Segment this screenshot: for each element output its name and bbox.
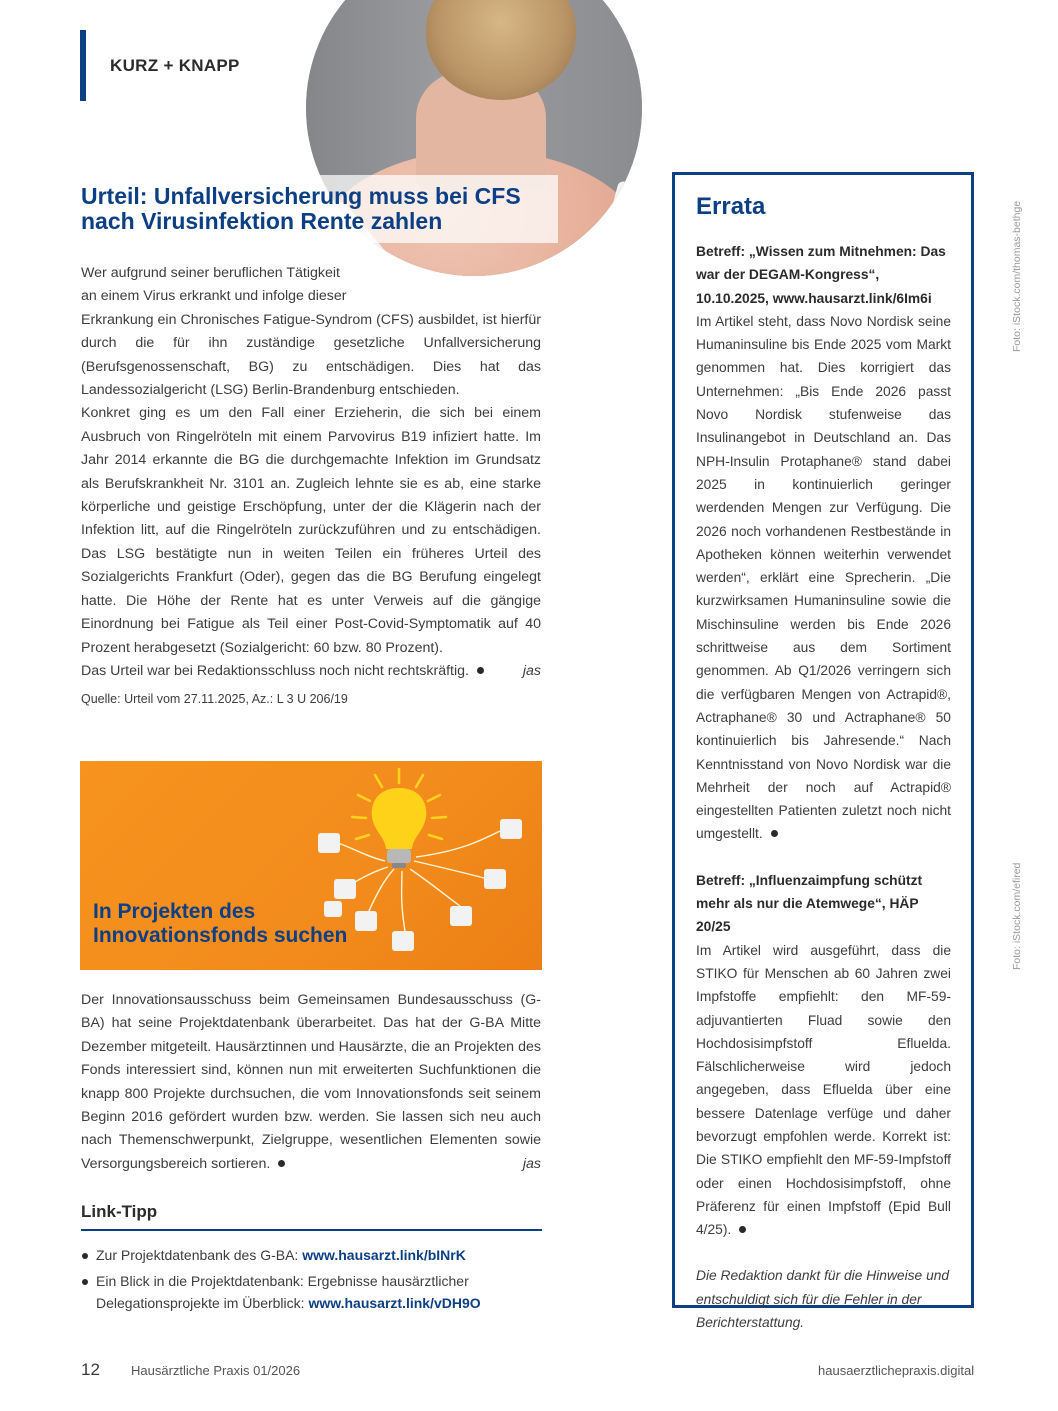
article-paragraph-final: [81, 660, 541, 683]
author-initials: jas: [522, 662, 541, 679]
link-description: Zur Projektdatenbank des G-BA:: [96, 1247, 303, 1263]
end-bullet-icon: [739, 1226, 746, 1233]
headline-line-1: Urteil: Unfallversicherung muss bei CFS: [81, 183, 521, 209]
errata-heading: Errata: [696, 193, 766, 220]
errata-thanks: Die Redaktion dankt für die Hinweise und entschuldigt sich für die Fehler in der Berichterstattung.: [696, 1268, 950, 1331]
photo-credit: Foto: iStock.com/thomas-bethge: [1011, 200, 1023, 352]
article2-body: [81, 989, 541, 1176]
author-initials: jas: [522, 1155, 541, 1172]
errata-correction: Im Artikel wird ausgeführt, dass die STIKO für Menschen ab 60 Jahren zwei Impfstoffe empfiehlt: den MF-59-adjuvantierten Fluad sowie den Hochdosisimpfstoff Efluelda. Fälschlicherweise wird jedoch angegeben, dass Efluelda über eine bessere Datenlage verfüge und daher bevorzugt empfohlen werde. Korrekt ist: Die STIKO empfiehlt den MF-59-Impfstoff oder einen Hochdosisimpfstoff, ohne Präferenz für einen Impfstoff (Epid Bull 4/25).: [696, 942, 951, 1238]
banner-title: [93, 900, 347, 948]
article2-paragraph: Der Innovationsausschuss beim Gemeinsamen Bundesausschuss (G-BA) hat seine Projektdatenbank überarbeitet. Das hat der G-BA Mitte Dezember mitgeteilt. Hausärztinnen und Hausärzte, die an Projekten des Fonds interessiert sind, können nun mit erweiterten Suchfunktionen die knapp 800 Projekte durchsuchen, die vom Innovationsfonds seit seinem Beginn 2016 gefördert wurden bzw. werden. Sie lassen sich neu auch nach Themenschwerpunkt, Zielgruppe, wesentlichen Elementen sowie Versorgungsbereich sortieren.: [81, 992, 541, 1172]
list-item: [81, 1244, 551, 1266]
end-bullet-icon: [771, 830, 778, 837]
link-gba-projektdatenbank[interactable]: www.hausarzt.link/bINrK: [302, 1247, 466, 1263]
page-number: 12: [81, 1360, 100, 1379]
list-item: [81, 1270, 551, 1314]
magazine-issue: Hausärztliche Praxis 01/2026: [131, 1363, 301, 1378]
website-url[interactable]: hausaerztlichepraxis.digital: [818, 1363, 975, 1378]
end-bullet-icon: [477, 667, 484, 674]
end-bullet-icon: [278, 1160, 285, 1167]
intro-line-2: an einem Virus erkrankt und infolge dieser: [81, 288, 347, 305]
linktipp-heading: Link-Tipp: [81, 1202, 158, 1221]
errata-reference: Betreff: „Wissen zum Mitnehmen: Das war der DEGAM-Kongress“, 10.10.2025, www.hausarzt.link/6Im6i: [696, 244, 946, 306]
intro-line-1: Wer aufgrund seiner beruflichen Tätigkeit: [81, 265, 340, 281]
linktipp-list: [81, 1244, 551, 1318]
errata-correction: Im Artikel steht, dass Novo Nordisk seine Humaninsuline bis Ende 2025 vom Markt genommen hat. Dies korrigiert das Unternehmen: „Bis Ende 2026 passt Novo Nordisk stufenweise das Insulinangebot in Deutschland an. Das NPH-Insulin Protaphane® stand dabei 2025 in kontinuierlich geringer werdenden Mengen zur Verfügung. Die 2026 noch vorhandenen Restbestände in Apotheken können weiterhin verwendet werden“, erklärt eine Sprecherin. „Die kurzwirksamen Humaninsuline sowie die Mischinsuline werden bis Ende 2026 schrittweise aus dem Sortiment genommen. Ab Q1/2026 verringern sich die verfügbaren Mengen von Actrapid®, Actraphane® 30 und Actraphane® 50 kontinuierlich bis Jahresende.“ Nach Kenntnisstand von Novo Nordisk war die Mehrheit der noch auf Actrapid® eingestellten Patienten zuletzt noch nicht umgestellt.: [696, 313, 951, 842]
link-description: Ein Blick in die Projektdatenbank: Ergebnisse hausärztlicher Delegationsprojekte im Überblick:: [96, 1273, 469, 1311]
article-source: Quelle: Urteil vom 27.11.2025, Az.: L 3 U 206/19: [81, 692, 348, 706]
banner-title-line-1: In Projekten des: [93, 900, 256, 923]
errata-reference: Betreff: „Influenzaimpfung schützt mehr als nur die Atemwege“, HÄP 20/25: [696, 872, 923, 935]
errata-content: [696, 240, 951, 1334]
article-paragraph: Konkret ging es um den Fall einer Erzieherin, die sich bei einem Ausbruch von Ringelröteln mit einem Parvovirus B19 infiziert hatte. Im Jahr 2014 erkannte die BG die durchgemachte Infektion im Grundsatz als Berufskrankheit Nr. 3101 an. Zugleich lehnte sie es ab, eine starke körperliche und geistige Erschöpfung, unter der die Klägerin nach der Infektion litt, auf die Ringelröteln zurückzuführen und zu entschädigen. Das LSG bestätigte nun in weiten Teilen ein früheres Urteil des Sozialgerichts Frankfurt (Oder), gegen das die BG Berufung eingelegt hatte. Die Höhe der Rente hat es unter Verweis auf die gängige Einordnung bei Fatigue als Teil einer Post-Covid-Symptomatik auf 40 Prozent herabgesetzt (Sozialgericht: 60 bzw. 80 Prozent).: [81, 405, 541, 656]
section-accent-bar: [80, 30, 86, 101]
errata-entry: [696, 939, 951, 1242]
closing-sentence: Das Urteil war bei Redaktionsschluss noch nicht rechtskräftig.: [81, 662, 469, 679]
linktipp-divider: [81, 1229, 542, 1231]
article-body: [81, 262, 541, 683]
headline-line-2: nach Virusinfektion Rente zahlen: [81, 208, 443, 234]
photo-credit: Foto: iStock.com/efired: [1011, 862, 1023, 970]
article-paragraph: Erkrankung ein Chronisches Fatigue-Syndrom (CFS) ausbildet, ist hierfür durch die für ihn zuständige gesetzliche Unfallversicherung (Berufsgenossenschaft, BG) zu entschädigen. Dies hat das Landessozialgericht (LSG) Berlin-Brandenburg entschieden.: [81, 311, 541, 399]
article-headline: [81, 184, 561, 234]
link-delegationsprojekte[interactable]: www.hausarzt.link/vDH9O: [308, 1295, 481, 1311]
banner-title-line-2: Innovationsfonds suchen: [93, 924, 348, 947]
errata-entry: [696, 310, 951, 846]
section-label: KURZ + KNAPP: [110, 56, 240, 75]
